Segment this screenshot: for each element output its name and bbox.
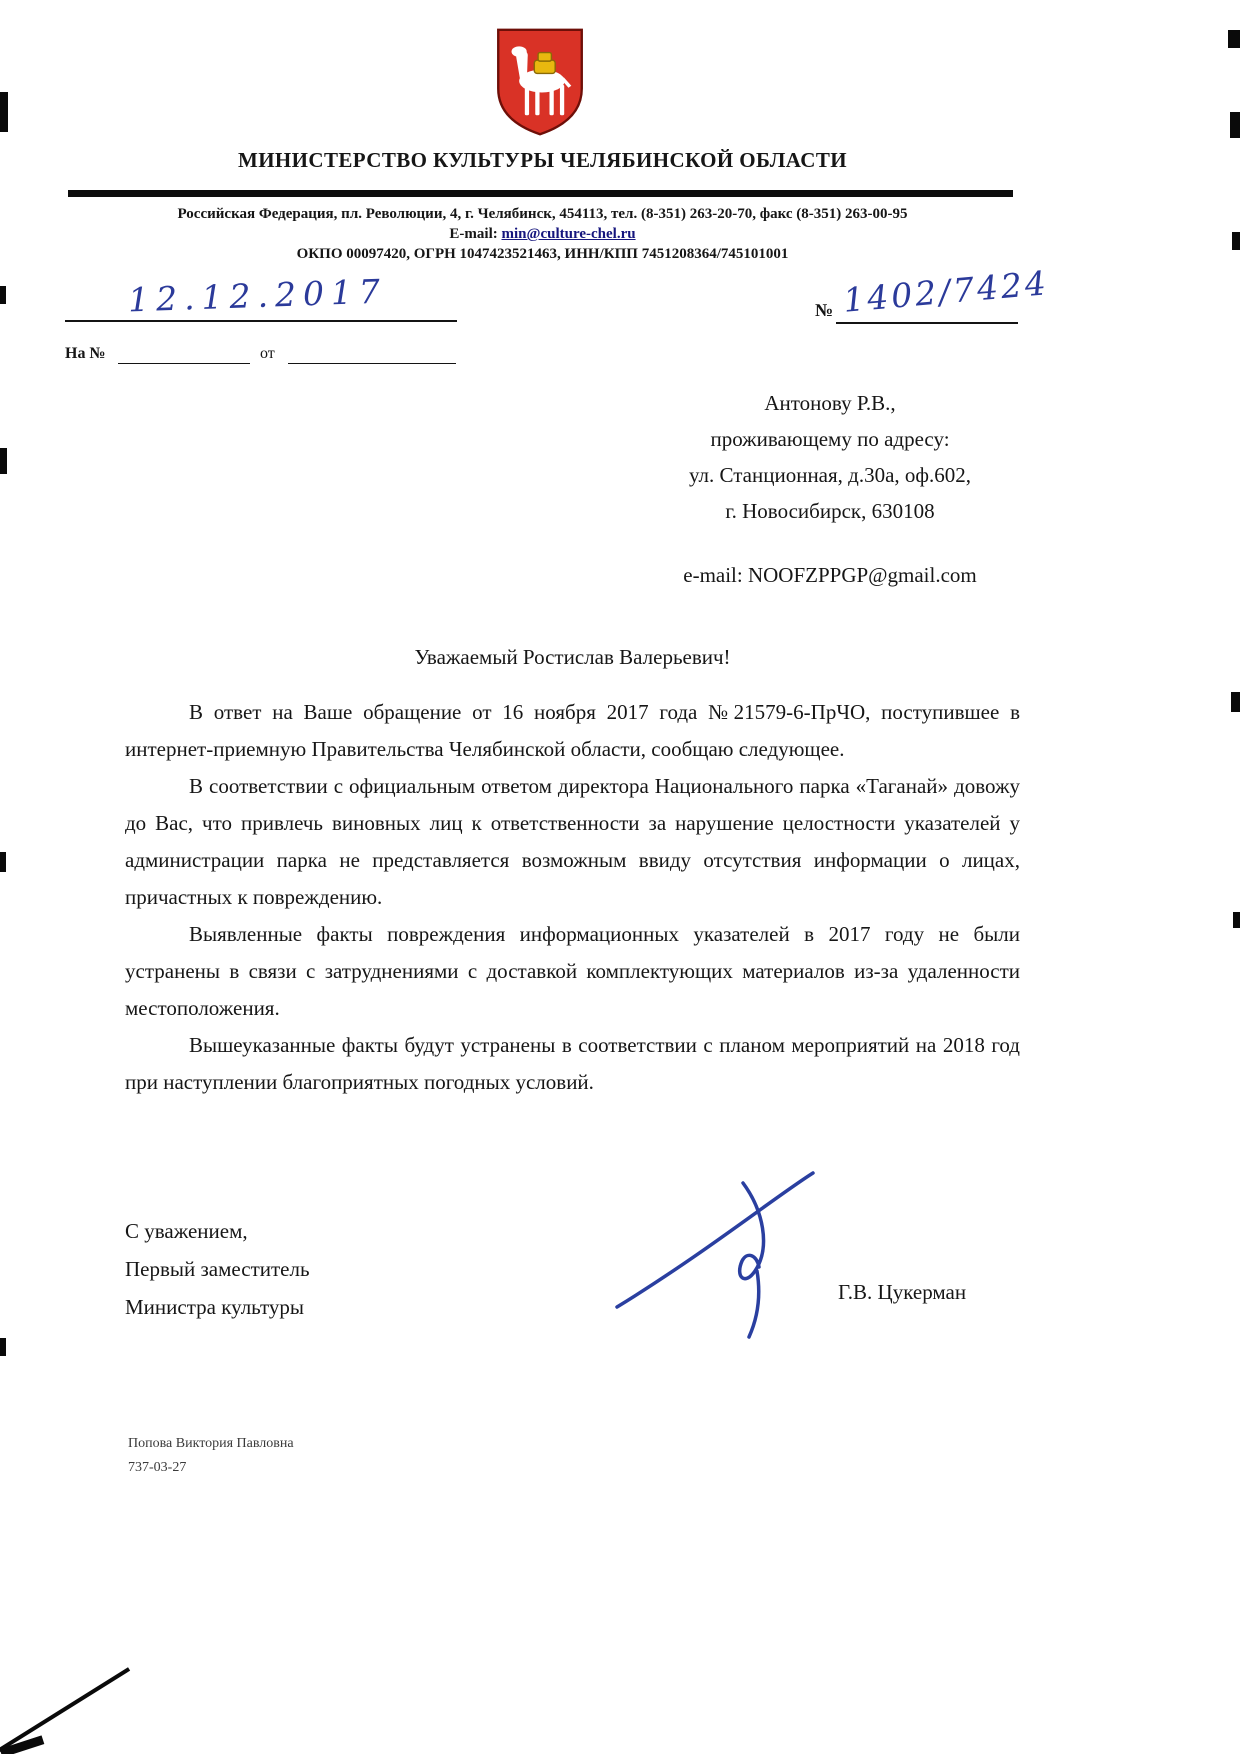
reply-date-blank [288,363,456,364]
reply-from-label: от [260,345,275,362]
scan-artifact [1231,692,1240,712]
ministry-email-link: min@culture-chel.ru [501,226,636,242]
scan-artifact [1230,112,1240,138]
recipient-name: Антонову Р.В., [764,391,896,415]
reply-to-label: На № [65,345,106,362]
header-divider [68,190,1013,197]
camel-coat-of-arms-icon [492,26,588,138]
header-address-line: Российская Федерация, пл. Революции, 4, г. Челябинск, 454113, тел. (8-351) 263-20-70, факс (8-351) 263-00-95 [177,206,908,222]
email-label: E-mail: [449,226,498,242]
date-underline [65,320,457,322]
scan-artifact [1232,232,1240,250]
handwritten-signature [595,1155,830,1355]
handwritten-number: 1402/7424 [841,263,1051,320]
recipient-email: e-mail: NOOFZPPGP@gmail.com [683,563,977,587]
closing-position-2: Министра культуры [125,1295,304,1319]
header-email-line [65,226,1020,243]
scan-artifact [0,92,8,132]
scan-artifact [0,852,6,872]
ministry-title: МИНИСТЕРСТВО КУЛЬТУРЫ ЧЕЛЯБИНСКОЙ ОБЛАСТИ [237,148,848,172]
body-paragraph: Вышеуказанные факты будут устранены в соответствии с планом мероприятий на 2018 год при наступлении благоприятных погодных условий. [125,1033,1020,1094]
body-paragraph: В ответ на Ваше обращение от 16 ноября 2017 года №21579-6-ПрЧО, поступившее в интернет-приемную Правительства Челябинской области, сообщаю следующее. [125,700,1020,761]
recipient-residence-label: проживающему по адресу: [710,427,950,451]
number-sign: № [815,300,834,320]
executor-name: Попова Виктория Павловна [128,1436,294,1451]
number-underline [836,322,1018,324]
closing-block [125,1212,310,1326]
letter-body [125,694,1020,1101]
closing-position-1: Первый заместитель [125,1257,310,1281]
recipient-block [628,385,1032,593]
signer-name: Г.В. Цукерман [838,1280,967,1304]
scan-artifact [1228,30,1240,48]
scan-artifact [0,448,7,474]
reply-number-blank [118,363,250,364]
body-paragraph: В соответствии с официальным ответом директора Национального парка «Таганай» довожу до Вас, что привлечь виновных лиц к ответственности за нарушение целостности указателей у администрации парка не представляется возможным ввиду отсутствия информации о лицах, причастных к повреждению. [125,774,1020,909]
recipient-street: ул. Станционная, д.30а, оф.602, [688,463,972,487]
recipient-city: г. Новосибирск, 630108 [725,499,935,523]
scan-artifact [0,286,6,304]
handwritten-date: 12.12.2017 [127,271,388,320]
salutation: Уважаемый Ростислав Валерьевич! [414,645,731,669]
closing-regards: С уважением, [125,1219,248,1243]
body-paragraph: Выявленные факты повреждения информационных указателей в 2017 году не были устранены в связи с затруднениями с доставкой комплектующих материалов из-за удаленности местоположения. [125,922,1020,1020]
header-registry-line: ОКПО 00097420, ОГРН 1047423521463, ИНН/КПП 7451208364/745101001 [296,246,789,262]
scan-artifact [1233,912,1240,928]
executor-phone: 737-03-27 [128,1460,187,1475]
scan-artifact [0,1667,130,1754]
scan-artifact [0,1338,6,1356]
